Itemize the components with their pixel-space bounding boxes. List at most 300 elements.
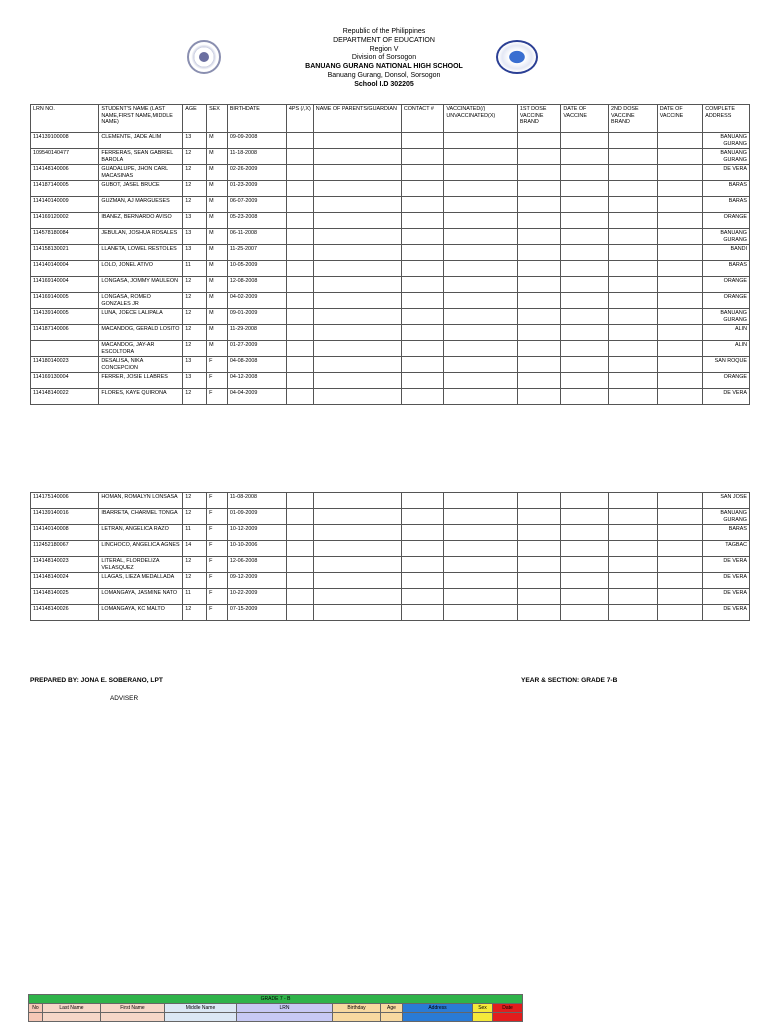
cell-address: ALIN [703,325,750,341]
cell-date2 [657,525,703,541]
cell-name: FERRERAS, SEAN GABRIEL BAROLA [99,149,183,165]
cell-dose2 [609,213,658,229]
cell-lrn: 114175140006 [31,493,99,509]
cell-sex: M [207,261,228,277]
col-header-name: STUDENT'S NAME (LAST NAME,FIRST NAME,MIDDLE NAME) [99,105,183,133]
mini-col-header: Sex [473,1004,493,1013]
cell-vaccinated [444,165,518,181]
cell-age: 14 [183,541,207,557]
cell-lrn: 114187140005 [31,181,99,197]
cell-lrn: 109540140477 [31,149,99,165]
cell-date2 [657,165,703,181]
cell-date1 [561,325,609,341]
table-row [31,213,750,229]
cell-parents [313,525,401,541]
cell-address: BARAS [703,525,750,541]
cell-4ps [286,229,313,245]
cell-sex: M [207,293,228,309]
cell-lrn: 114140140004 [31,261,99,277]
student-table-2 [30,492,750,621]
cell-address: ALIN [703,341,750,357]
cell-birthdate: 07-15-2009 [227,605,286,621]
cell-dose2 [609,309,658,325]
cell-parents [313,541,401,557]
cell-lrn: 114187140006 [31,325,99,341]
cell-name: FERRER, JOSIE LLABRES [99,373,183,389]
cell-date1 [561,133,609,149]
cell-contact [401,133,443,149]
cell-date2 [657,309,703,325]
cell-dose2 [609,325,658,341]
cell-vaccinated [444,197,518,213]
cell-contact [401,373,443,389]
col-header-4ps: 4PS (/,X) [286,105,313,133]
cell-parents [313,573,401,589]
table-row [31,373,750,389]
cell-4ps [286,525,313,541]
col-header-address: COMPLETE ADDRESS [703,105,750,133]
cell-dose1 [517,525,561,541]
cell-vaccinated [444,293,518,309]
cell-address: SAN JOSE [703,493,750,509]
cell-vaccinated [444,493,518,509]
cell-age: 12 [183,493,207,509]
cell-address: BARAS [703,181,750,197]
mini-cell [381,1013,403,1022]
col-header-date1: DATE OF VACCINE [561,105,609,133]
cell-contact [401,573,443,589]
mini-col-header: Middle Name [165,1004,237,1013]
cell-name: IBARRETA, CHARMEL TONGA [99,509,183,525]
cell-sex: F [207,389,228,405]
cell-address: BARAS [703,197,750,213]
table-row [31,181,750,197]
mini-col-header: LRN [237,1004,333,1013]
cell-vaccinated [444,373,518,389]
cell-parents [313,245,401,261]
cell-dose2 [609,389,658,405]
cell-parents [313,389,401,405]
cell-name: DESALISA, NIKA CONCEPCION [99,357,183,373]
cell-age: 12 [183,509,207,525]
cell-date1 [561,261,609,277]
header-school-id: School I.D 302205 [354,80,414,88]
cell-date2 [657,541,703,557]
cell-parents [313,325,401,341]
cell-date2 [657,197,703,213]
cell-name: GUZMAN, AJ MARGUESES [99,197,183,213]
cell-4ps [286,493,313,509]
cell-name: CLEMENTE, JADE ALIM [99,133,183,149]
col-header-birthdate: BIRTHDATE [227,105,286,133]
mini-col-header: Date [493,1004,523,1013]
cell-4ps [286,309,313,325]
col-header-parents: NAME OF PARENTS/GUARDIAN [313,105,401,133]
cell-name: LINCHOCO, ANGELICA AGNES [99,541,183,557]
table-row [31,165,750,181]
cell-contact [401,245,443,261]
cell-birthdate: 10-05-2009 [227,261,286,277]
cell-4ps [286,197,313,213]
table-row [31,557,750,573]
student-table-1 [30,104,750,405]
cell-date1 [561,309,609,325]
cell-lrn: 114169130004 [31,373,99,389]
cell-name: LUNA, JOECE LALIPALA [99,309,183,325]
mini-cell [473,1013,493,1022]
cell-name: LOMANGAYA, JASMINE NATO [99,589,183,605]
cell-date1 [561,149,609,165]
cell-age: 11 [183,589,207,605]
cell-contact [401,541,443,557]
cell-name: LLAGAS, LIEZA MEDALLADA [99,573,183,589]
cell-parents [313,557,401,573]
cell-contact [401,325,443,341]
cell-date1 [561,373,609,389]
cell-dose2 [609,277,658,293]
cell-dose1 [517,573,561,589]
cell-date2 [657,341,703,357]
cell-address: BARAS [703,261,750,277]
prepared-by: PREPARED BY: JONA E. SOBERANO, LPT [30,677,163,684]
cell-age: 13 [183,357,207,373]
cell-age: 12 [183,293,207,309]
cell-birthdate: 10-12-2009 [227,525,286,541]
cell-sex: M [207,213,228,229]
cell-birthdate: 04-02-2009 [227,293,286,309]
cell-4ps [286,325,313,341]
table-row [31,605,750,621]
cell-parents [313,197,401,213]
cell-vaccinated [444,589,518,605]
cell-vaccinated [444,525,518,541]
cell-vaccinated [444,149,518,165]
cell-4ps [286,357,313,373]
cell-parents [313,229,401,245]
cell-sex: F [207,509,228,525]
cell-parents [313,293,401,309]
cell-vaccinated [444,557,518,573]
cell-name: LONGASA, JOMMY MAULEON [99,277,183,293]
cell-sex: F [207,541,228,557]
cell-contact [401,213,443,229]
cell-dose1 [517,357,561,373]
cell-sex: F [207,557,228,573]
cell-sex: M [207,229,228,245]
cell-dose1 [517,389,561,405]
cell-birthdate: 02-26-2009 [227,165,286,181]
mini-cell [493,1013,523,1022]
cell-age: 12 [183,309,207,325]
cell-sex: M [207,341,228,357]
cell-lrn: 114148140026 [31,605,99,621]
cell-contact [401,309,443,325]
cell-age: 12 [183,181,207,197]
cell-4ps [286,133,313,149]
col-header-age: AGE [183,105,207,133]
cell-address: ORANGE [703,213,750,229]
cell-birthdate: 11-25-2007 [227,245,286,261]
cell-date2 [657,133,703,149]
cell-dose2 [609,573,658,589]
table-row [31,229,750,245]
cell-date1 [561,509,609,525]
cell-vaccinated [444,133,518,149]
cell-dose1 [517,541,561,557]
mini-col-header: First Name [101,1004,165,1013]
cell-parents [313,341,401,357]
cell-sex: M [207,325,228,341]
table-row [31,573,750,589]
cell-vaccinated [444,341,518,357]
cell-contact [401,357,443,373]
cell-date1 [561,181,609,197]
cell-contact [401,557,443,573]
cell-parents [313,261,401,277]
cell-lrn: 114148140022 [31,389,99,405]
cell-age: 12 [183,277,207,293]
mini-cell [403,1013,473,1022]
col-header-dose1: 1ST DOSE VACCINE BRAND [517,105,561,133]
cell-vaccinated [444,509,518,525]
table-row [31,525,750,541]
header-division: Division of Sorsogon [351,54,417,62]
cell-birthdate: 12-06-2008 [227,557,286,573]
cell-date2 [657,325,703,341]
cell-lrn: 114169140005 [31,293,99,309]
cell-dose2 [609,149,658,165]
col-header-lrn: LRN NO. [31,105,99,133]
cell-lrn: 114148140006 [31,165,99,181]
cell-dose2 [609,589,658,605]
cell-sex: F [207,573,228,589]
cell-date2 [657,389,703,405]
cell-date1 [561,357,609,373]
cell-parents [313,149,401,165]
cell-date2 [657,373,703,389]
cell-dose1 [517,197,561,213]
cell-lrn: 114158130021 [31,245,99,261]
cell-date1 [561,589,609,605]
cell-dose2 [609,293,658,309]
cell-4ps [286,573,313,589]
cell-birthdate: 09-12-2009 [227,573,286,589]
cell-date1 [561,229,609,245]
cell-4ps [286,245,313,261]
cell-dose2 [609,493,658,509]
cell-dose1 [517,213,561,229]
cell-name: LONGASA, ROMEO GONZALES JR [99,293,183,309]
cell-age: 12 [183,557,207,573]
cell-dose1 [517,493,561,509]
cell-date2 [657,149,703,165]
cell-date1 [561,245,609,261]
cell-parents [313,309,401,325]
col-header-dose2: 2ND DOSE VACCINE BRAND [609,105,658,133]
cell-4ps [286,605,313,621]
cell-4ps [286,589,313,605]
cell-4ps [286,213,313,229]
cell-lrn: 114148140023 [31,557,99,573]
cell-vaccinated [444,573,518,589]
cell-address: ORANGE [703,373,750,389]
cell-address: DE VERA [703,389,750,405]
cell-dose1 [517,293,561,309]
cell-vaccinated [444,309,518,325]
cell-birthdate: 04-08-2008 [227,357,286,373]
cell-age: 12 [183,389,207,405]
cell-contact [401,493,443,509]
mini-cell [29,1013,43,1022]
cell-dose2 [609,261,658,277]
cell-dose2 [609,181,658,197]
cell-birthdate: 06-07-2009 [227,197,286,213]
cell-sex: M [207,277,228,293]
cell-date2 [657,229,703,245]
cell-dose2 [609,525,658,541]
cell-address: DE VERA [703,557,750,573]
cell-birthdate: 04-04-2009 [227,389,286,405]
mini-cell [237,1013,333,1022]
cell-birthdate: 11-29-2008 [227,325,286,341]
cell-lrn: 114169120002 [31,213,99,229]
cell-contact [401,197,443,213]
cell-name: LOLO, JONEL ATIVO [99,261,183,277]
cell-dose1 [517,373,561,389]
cell-contact [401,509,443,525]
cell-parents [313,213,401,229]
cell-lrn: 112452180067 [31,541,99,557]
cell-dose1 [517,277,561,293]
cell-sex: M [207,149,228,165]
cell-address: DE VERA [703,605,750,621]
cell-lrn: 114169140004 [31,277,99,293]
cell-contact [401,149,443,165]
cell-age: 11 [183,261,207,277]
cell-age: 12 [183,325,207,341]
cell-dose2 [609,357,658,373]
cell-address: BANUANG GURANG [703,149,750,165]
cell-name: LETRAN, ANGELICA RAZO [99,525,183,541]
cell-birthdate: 09-01-2009 [227,309,286,325]
cell-name: IBANEZ, BERNARDO AVISO [99,213,183,229]
col-header-contact: CONTACT # [401,105,443,133]
cell-name: GUBOT, JASEL BRUCE [99,181,183,197]
cell-date1 [561,213,609,229]
cell-vaccinated [444,389,518,405]
cell-date2 [657,277,703,293]
cell-birthdate: 01-23-2009 [227,181,286,197]
cell-address: DE VERA [703,165,750,181]
mini-col-header: Address [403,1004,473,1013]
cell-date2 [657,181,703,197]
cell-address: BANUANG GURANG [703,509,750,525]
table-row [31,293,750,309]
cell-4ps [286,557,313,573]
cell-name: MACANDOG, GERALD LOSITO [99,325,183,341]
cell-dose2 [609,341,658,357]
grade-7b-summary-table [28,994,523,1022]
cell-dose2 [609,245,658,261]
cell-name: JEBULAN, JOSHUA ROSALES [99,229,183,245]
cell-contact [401,605,443,621]
cell-dose2 [609,605,658,621]
table-row [31,493,750,509]
table-row [31,325,750,341]
cell-contact [401,181,443,197]
cell-parents [313,133,401,149]
table-row [31,589,750,605]
cell-date1 [561,165,609,181]
cell-date1 [561,525,609,541]
cell-date2 [657,509,703,525]
cell-date1 [561,389,609,405]
cell-contact [401,389,443,405]
cell-dose1 [517,229,561,245]
mini-cell [333,1013,381,1022]
cell-sex: M [207,133,228,149]
table-row [31,245,750,261]
cell-parents [313,373,401,389]
cell-age: 11 [183,525,207,541]
cell-name: HOMAN, ROMALYN LONSASA [99,493,183,509]
cell-birthdate: 12-08-2008 [227,277,286,293]
cell-4ps [286,341,313,357]
cell-sex: M [207,181,228,197]
cell-contact [401,589,443,605]
table-row [31,261,750,277]
cell-name: MACANDOG, JAY-AR ESCOLTORA [99,341,183,357]
cell-4ps [286,277,313,293]
cell-vaccinated [444,229,518,245]
cell-age: 13 [183,229,207,245]
cell-birthdate: 04-12-2008 [227,373,286,389]
table-row [31,133,750,149]
cell-vaccinated [444,541,518,557]
cell-4ps [286,261,313,277]
cell-name: LLANETA, LOWEL RESTOLES [99,245,183,261]
cell-birthdate: 10-10-2006 [227,541,286,557]
cell-age: 12 [183,149,207,165]
cell-birthdate: 11-18-2008 [227,149,286,165]
cell-lrn: 114148140024 [31,573,99,589]
header-republic: Republic of the Philippines [342,28,426,35]
mini-table-title: GRADE 7 - B [29,995,523,1004]
cell-dose1 [517,149,561,165]
mini-col-header: Last Name [43,1004,101,1013]
table-header-row [31,105,750,133]
header-school-address: Banuang Gurang, Donsol, Sorsogon [327,71,441,79]
cell-4ps [286,293,313,309]
cell-age: 12 [183,341,207,357]
table-row [31,341,750,357]
cell-birthdate: 10-22-2009 [227,589,286,605]
cell-sex: F [207,357,228,373]
cell-dose1 [517,325,561,341]
adviser-label: ADVISER [110,695,139,702]
cell-dose2 [609,165,658,181]
cell-lrn: 114139100008 [31,133,99,149]
cell-name: LOMANGAYA, KC MALTO [99,605,183,621]
cell-parents [313,589,401,605]
table-row [31,357,750,373]
cell-dose2 [609,133,658,149]
cell-sex: F [207,605,228,621]
cell-sex: F [207,373,228,389]
cell-birthdate: 09-09-2008 [227,133,286,149]
cell-parents [313,165,401,181]
cell-sex: F [207,525,228,541]
